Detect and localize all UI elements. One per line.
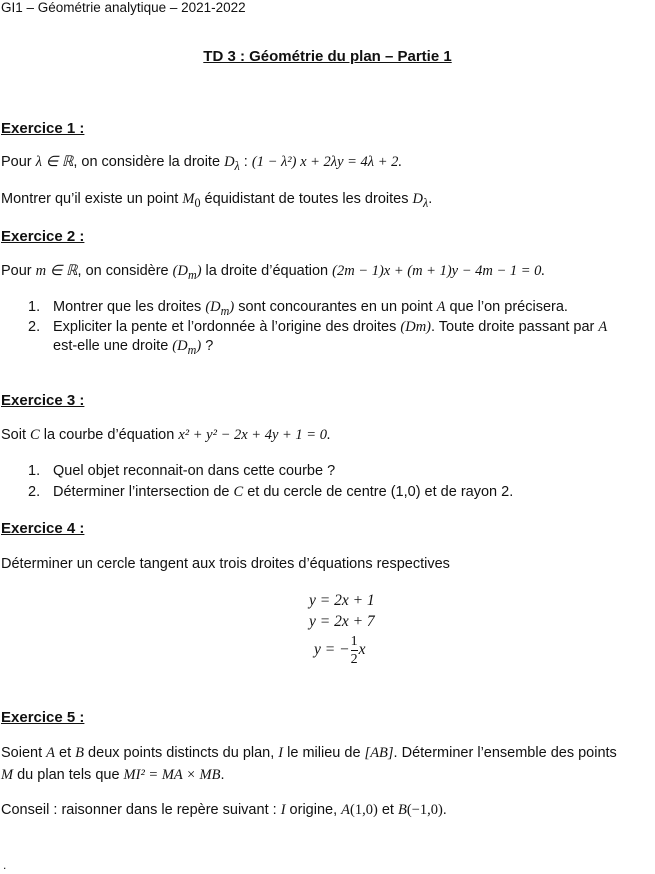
exercise-3-statement: Soit C la courbe d’équation x² + y² − 2x + 4y + 1 = 0. <box>1 427 331 443</box>
exercise-1-statement: Pour λ ∈ ℝ, on considère la droite $D_\lambda$ : (1 − λ²) x + 2λy = 4λ + 2. <box>1 154 402 173</box>
exercise-2-statement: Pour m ∈ ℝ, on considère $(D_m)$ la droite d’équation (2m − 1)x + (m + 1)y − 4m − 1 = 0. <box>1 263 546 282</box>
exercise-5-hint: Conseil : raisonner dans le repère suivant : I origine, A(1,0) et B(−1,0). <box>1 802 447 818</box>
exercise-2-item-2-continuation: est-elle une droite $(D_m)$ ? <box>53 338 214 357</box>
exercise-4-heading: Exercice 4 : <box>1 520 85 537</box>
exercise-5-heading: Exercice 5 : <box>1 709 85 726</box>
trailing-dot: . <box>3 858 7 872</box>
fraction-one-half: $\frac{1}{2}$ <box>350 634 358 667</box>
exercise-1-heading: Exercice 1 : <box>1 120 85 137</box>
page-title: TD 3 : Géométrie du plan – Partie 1 <box>203 48 452 65</box>
exercise-5-statement-line-2: M du plan tels que MI² = MA × MB. <box>1 767 225 783</box>
exercise-3-heading: Exercice 3 : <box>1 392 85 409</box>
equation-1: y = 2x + 1 <box>309 592 375 609</box>
exercise-5-statement: Soient A et B deux points distincts du plan, I le milieu de [AB]. Déterminer l’ensemble des points <box>1 745 617 761</box>
page-header: GI1 – Géométrie analytique – 2021-2022 <box>1 0 246 15</box>
equation-3: y = − $\frac{1}{2}$ x <box>314 634 366 667</box>
document-page: GI1 – Géométrie analytique – 2021-2022 TD 3 : Géométrie du plan – Partie 1 Exercice 1 : Pour λ ∈ ℝ, on considère la droite $D_\lambda$ : (1 − λ²) x + 2λy = 4λ + 2. Montrer qu’il existe un point $M_0$ équidistant de toutes les droites $D_\lambda$. Exercice 2 : Pour m ∈ ℝ, on considère $(D_m)$ la droite d’équation (2m − 1)x + (m + 1)y − 4m − 1 = 0. 1. Montrer que les droites $(D_m)$ sont concourantes en un point A que l’on précisera. 2. Expliciter la pente et l’ordonnée à l’origine des droites (Dm). Toute droite passant par A est-elle une droite $(D_m)$ ? Exercice 3 : Soit C la courbe d’équation x² + y² − 2x + 4y + 1 = 0. 1. Quel objet reconnait-on dans cette courbe ? 2. Déterminer l’intersection de C et du cercle de centre (1,0) et de rayon 2. Exercice 4 : Déterminer un cercle tangent aux trois droites d’équations respectives y = 2x + 1 y = 2x + 7 y = − $\frac{1}{2}$ x Exercice 5 : Soient A et B deux points distincts du plan, I le milieu de [AB]. Déterminer l’ensemble des points M du plan tels que MI² = MA × MB. Conseil : raisonner dans le repère suivant : I origine, A(1,0) et B(−1,0). . <box>0 0 655 874</box>
equation-2: y = 2x + 7 <box>309 613 375 630</box>
exercise-4-statement: Déterminer un cercle tangent aux trois droites d’équations respectives <box>1 556 450 572</box>
exercise-2-heading: Exercice 2 : <box>1 228 85 245</box>
exercise-1-question: Montrer qu’il existe un point $M_0$ équidistant de toutes les droites $D_\lambda$. <box>1 191 433 210</box>
